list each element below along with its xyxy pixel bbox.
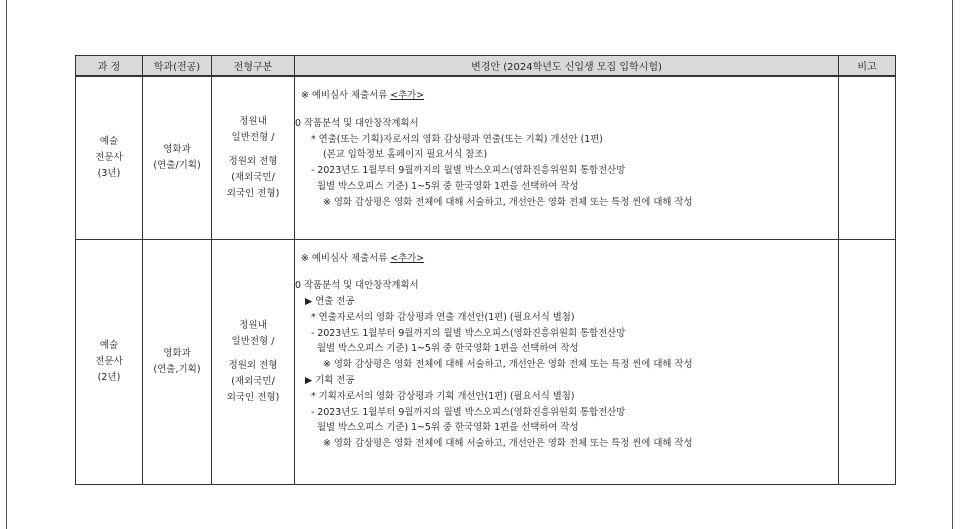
header-remarks: 비고 <box>839 56 896 77</box>
table-row <box>76 239 896 484</box>
admission-spacer <box>212 350 294 358</box>
admission-spacer <box>212 146 294 154</box>
detail-line: - 2023년도 1월부터 9월까지의 월별 박스오피스(영화진흥위원회 통합전산망 <box>311 327 626 339</box>
detail-line: * 기획자로서의 영화 감상평과 기획 개선안(1편) (필요서식 별첨) <box>311 390 575 402</box>
department-cell <box>143 239 212 484</box>
department-line: 영화과 <box>163 347 191 359</box>
admission-line: 외국인 전형) <box>226 187 280 199</box>
admission-line: 일반전형 / <box>231 131 275 143</box>
submission-note <box>295 251 838 267</box>
department-line: (연출/기획) <box>153 159 201 171</box>
detail-line: - 2023년도 1월부터 9월까지의 월별 박스오피스(영화진흥위원회 통합전산망 <box>311 165 626 177</box>
department-line: 영화과 <box>163 143 191 155</box>
detail-line: ※ 영화 감상평은 영화 전체에 대해 서술하고, 개선안은 영화 전체 또는 특정 씬에 대해 작성 <box>323 196 693 208</box>
remarks-cell <box>839 76 896 239</box>
table-row <box>76 76 896 239</box>
admission-line: (재외국민/ <box>231 375 275 387</box>
course-line: (3년) <box>97 167 121 179</box>
change-proposal-cell <box>295 76 839 239</box>
detail-line: 0 작품분석 및 대안창작계획서 <box>295 280 419 292</box>
detail-line: (본교 입학정보 홈페이지 필요서식 참조) <box>323 149 488 161</box>
detail-line: * 연출자로서의 영화 감상평과 연출 개선안(1편) (필요서식 별첨) <box>311 311 575 323</box>
submission-note <box>295 88 838 104</box>
department-cell <box>143 76 212 239</box>
admission-type-cell <box>212 76 295 239</box>
admission-line: 외국인 전형) <box>226 391 280 403</box>
detail-line: 월별 박스오피스 기준) 1~5위 중 한국영화 1편을 선택하여 작성 <box>317 180 579 192</box>
detail-line: - 2023년도 1월부터 9월까지의 월별 박스오피스(영화진흥위원회 통합전산망 <box>311 406 626 418</box>
detail-line: ※ 영화 감상평은 영화 전체에 대해 서술하고, 개선안은 영화 전체 또는 특정 씬에 대해 작성 <box>323 438 693 450</box>
header-change-proposal: 변경안 (2024학년도 신입생 모집 입학시험) <box>295 56 839 77</box>
course-line: 전문사 <box>95 355 123 367</box>
course-line: (2년) <box>97 371 121 383</box>
detail-line: 월별 박스오피스 기준) 1~5위 중 한국영화 1편을 선택하여 작성 <box>317 422 579 434</box>
admission-line: 정원내 <box>239 319 267 331</box>
course-line: 예술 <box>99 339 119 351</box>
remarks-cell <box>839 239 896 484</box>
detail-line: ※ 영화 감상평은 영화 전체에 대해 서술하고, 개선안은 영화 전체 또는 특정 씬에 대해 작성 <box>323 359 693 371</box>
admission-line: 정원외 전형 <box>228 359 278 371</box>
header-course: 과 정 <box>76 56 143 77</box>
admission-line: 일반전형 / <box>231 335 275 347</box>
admission-change-table <box>75 55 896 485</box>
admission-line: (재외국민/ <box>231 171 275 183</box>
detail-line: ▶ 기획 전공 <box>305 375 355 387</box>
admission-line: 정원내 <box>239 115 267 127</box>
course-line: 예술 <box>99 135 119 147</box>
note-prefix: ※ 예비심사 제출서류 <box>301 90 391 101</box>
course-cell <box>76 76 143 239</box>
course-cell <box>76 239 143 484</box>
header-admission-type: 전형구분 <box>212 56 295 77</box>
admission-line: 정원외 전형 <box>228 155 278 167</box>
change-proposal-cell <box>295 239 839 484</box>
admission-type-cell <box>212 239 295 484</box>
note-prefix: ※ 예비심사 제출서류 <box>301 252 391 264</box>
header-department: 학과(전공) <box>143 56 212 77</box>
detail-line: ▶ 연출 전공 <box>305 296 355 308</box>
note-added-tag: <추가> <box>390 90 425 101</box>
detail-line: 0 작품분석 및 대안창작계획서 <box>295 117 419 129</box>
course-line: 전문사 <box>95 151 123 163</box>
detail-line: * 연출(또는 기획)자로서의 영화 감상평과 연출(또는 기획) 개선안 (1편) <box>311 133 603 145</box>
department-line: (연출,기획) <box>153 363 201 375</box>
note-added-tag: <추가> <box>390 252 425 264</box>
table-header-row <box>76 56 896 77</box>
detail-line: 월별 박스오피스 기준) 1~5위 중 한국영화 1편을 선택하여 작성 <box>317 343 579 355</box>
